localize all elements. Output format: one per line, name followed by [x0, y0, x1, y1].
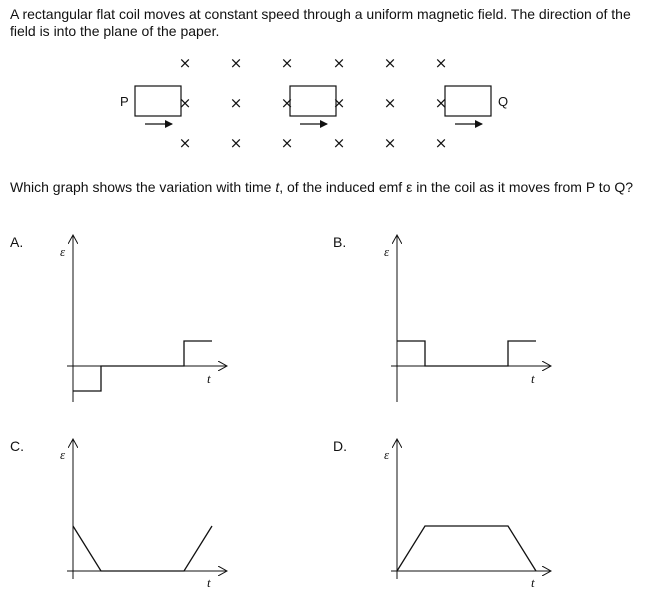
field-cross: × [434, 54, 448, 72]
field-cross: × [383, 54, 397, 72]
field-cross: × [383, 134, 397, 152]
option-d-label: D. [333, 438, 347, 454]
graph-b-curve [397, 341, 536, 366]
graph-a [60, 235, 227, 402]
field-cross: × [332, 94, 346, 112]
field-cross: × [280, 134, 294, 152]
graph-a-y-label: ε [60, 244, 66, 259]
graph-c-x-label: t [207, 575, 211, 590]
graph-b-x-label: t [531, 371, 535, 386]
coil-position-middle [290, 86, 336, 116]
field-cross: × [280, 54, 294, 72]
graph-b-y-label: ε [384, 244, 390, 259]
field-cross: × [229, 54, 243, 72]
field-cross: × [229, 94, 243, 112]
field-cross: × [332, 54, 346, 72]
prompt-text-start: Which graph shows the variation with time [10, 179, 276, 195]
graph-c [60, 439, 227, 590]
field-cross: × [434, 94, 448, 112]
prompt-time-symbol: t [275, 179, 280, 195]
graph-d [384, 439, 551, 590]
field-cross: × [332, 134, 346, 152]
graph-c-y-label: ε [60, 447, 66, 462]
field-cross: × [178, 134, 192, 152]
graph-d-y-label: ε [384, 447, 390, 462]
magnetic-field-diagram [120, 54, 508, 152]
field-cross: × [229, 134, 243, 152]
field-cross: × [178, 54, 192, 72]
field-cross: × [178, 94, 192, 112]
option-a-label: A. [10, 234, 24, 250]
option-b-label: B. [333, 234, 347, 250]
start-label-p: P [120, 94, 129, 109]
graph-d-curve [397, 526, 536, 571]
field-cross: × [434, 134, 448, 152]
graph-c-curve [73, 526, 212, 571]
prompt-text-end: , of the induced emf ε in the coil as it moves from P to Q? [279, 179, 634, 195]
end-label-q: Q [498, 94, 509, 109]
field-cross: × [280, 94, 294, 112]
graph-b [384, 235, 551, 402]
field-crosses [179, 54, 448, 152]
question-intro: A rectangular flat coil moves at constant speed through a uniform magnetic field. The direction of the field is into the plane of the paper. [10, 6, 631, 39]
coil-position-start [135, 86, 181, 116]
graph-d-x-label: t [531, 575, 535, 590]
option-c-label: C. [10, 438, 24, 454]
field-cross: × [383, 94, 397, 112]
graph-a-x-label: t [207, 371, 211, 386]
coil-position-end [445, 86, 491, 116]
